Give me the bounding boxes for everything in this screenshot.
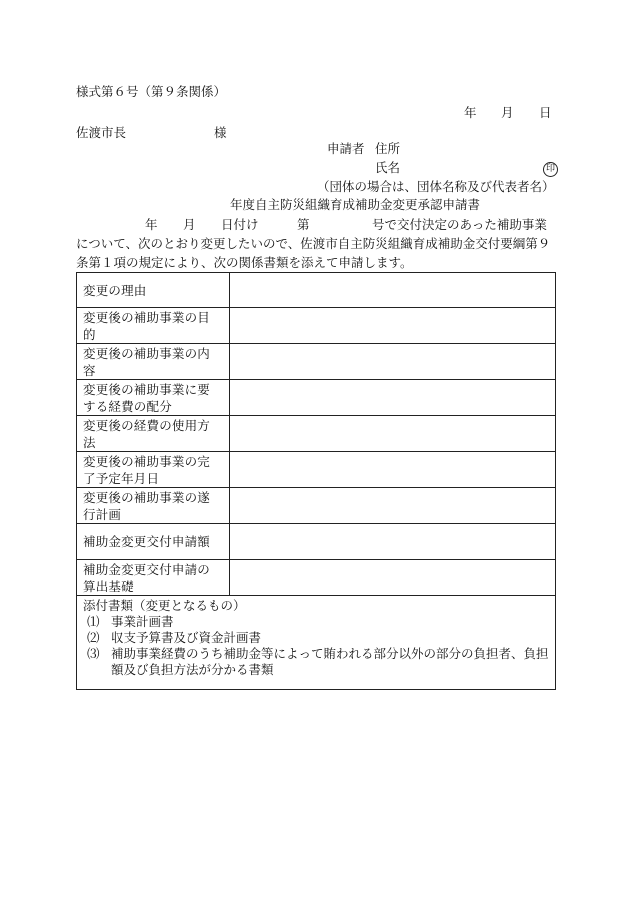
name-label: 氏名 — [375, 160, 401, 175]
document-title: 年度自主防災組織育成補助金変更承認申請書 — [230, 197, 481, 212]
date-year-label: 年 — [464, 105, 477, 120]
row-value-cell[interactable] — [230, 416, 556, 452]
table-row — [77, 308, 556, 344]
row-value-cell[interactable] — [230, 488, 556, 524]
row-value-cell[interactable] — [230, 380, 556, 416]
intro-number-prefix: 第 — [297, 217, 310, 232]
row-label: 補助金変更交付申請額 — [77, 524, 230, 560]
row-value-cell[interactable] — [230, 344, 556, 380]
intro-date-label: 日付け — [221, 217, 259, 232]
attachment-item: ⑴ 事業計画書 — [87, 614, 174, 629]
table-row — [77, 488, 556, 524]
seal-mark: 印 — [543, 162, 558, 177]
intro-year: 年 — [145, 217, 158, 232]
group-note: （団体の場合は、団体名称及び代表者名） — [317, 179, 555, 194]
attachments-cell — [77, 596, 556, 690]
row-value-cell[interactable] — [230, 308, 556, 344]
attachments-row — [77, 596, 556, 690]
attachments-heading: 添付書類（変更となるもの） — [83, 598, 246, 613]
row-label: 変更後の補助事業の目 的 — [77, 308, 230, 344]
address-label: 住所 — [375, 141, 401, 156]
row-label: 変更の理由 — [77, 273, 230, 308]
applicant-label: 申請者 — [327, 141, 365, 156]
attachment-item-continuation: 額及び負担方法が分かる書類 — [111, 662, 274, 677]
row-label: 変更後の補助事業の遂 行計画 — [77, 488, 230, 524]
table-row — [77, 344, 556, 380]
row-label: 変更後の補助事業の完 了予定年月日 — [77, 452, 230, 488]
intro-line1-tail: 号で交付決定のあった補助事業 — [372, 217, 547, 232]
row-value-cell[interactable] — [230, 452, 556, 488]
row-label: 変更後の補助事業の内 容 — [77, 344, 230, 380]
row-label: 変更後の経費の使用方 法 — [77, 416, 230, 452]
table-row — [77, 380, 556, 416]
change-details-table — [76, 272, 556, 690]
row-value-cell[interactable] — [230, 560, 556, 596]
table-row — [77, 416, 556, 452]
intro-line2: について、次のとおり変更したいので、佐渡市自主防災組織育成補助金交付要綱第９ — [76, 236, 551, 251]
table-row — [77, 560, 556, 596]
intro-line3: 条第１項の規定により、次の関係書類を添えて申請します。 — [76, 255, 413, 270]
row-value-cell[interactable] — [230, 524, 556, 560]
table-row — [77, 273, 556, 308]
table-row — [77, 524, 556, 560]
table-row — [77, 452, 556, 488]
attachment-item: ⑵ 収支予算書及び資金計画書 — [87, 630, 262, 645]
date-month-label: 月 — [501, 105, 514, 120]
intro-paragraph — [76, 219, 556, 271]
row-value-cell[interactable] — [230, 273, 556, 308]
addressee: 佐渡市長 — [76, 125, 127, 140]
honorific: 様 — [214, 125, 227, 140]
row-label: 補助金変更交付申請の 算出基礎 — [77, 560, 230, 596]
form-number: 様式第６号（第９条関係） — [76, 84, 227, 99]
row-label: 変更後の補助事業に要 する経費の配分 — [77, 380, 230, 416]
intro-month: 月 — [183, 217, 196, 232]
attachment-item: ⑶ 補助事業経費のうち補助金等によって賄われる部分以外の部分の負担者、負担 — [87, 646, 549, 661]
date-day-label: 日 — [539, 105, 552, 120]
